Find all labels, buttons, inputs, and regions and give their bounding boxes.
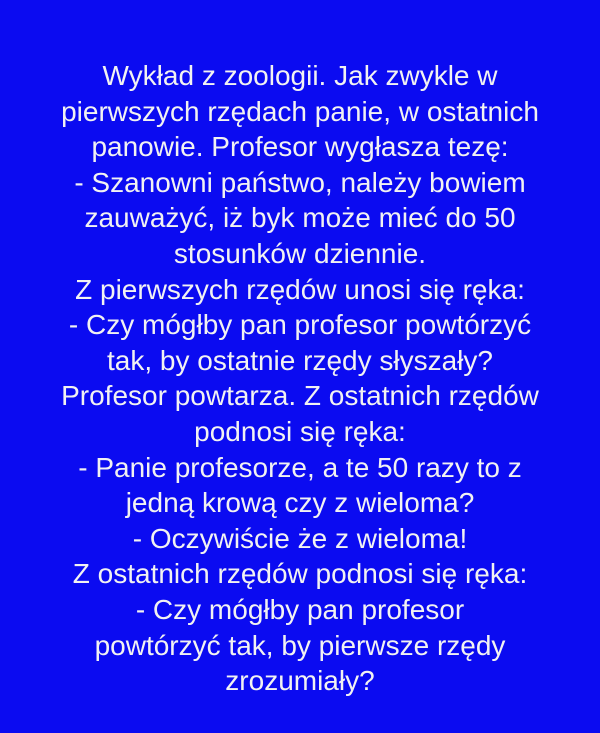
joke-line: - Szanowni państwo, należy bowiem bbox=[74, 166, 526, 198]
joke-line: panowie. Profesor wygłasza tezę: bbox=[91, 131, 509, 163]
joke-line: - Panie profesorze, a te 50 razy to z bbox=[78, 451, 522, 483]
joke-line: powtórzyć tak, by pierwsze rzędy bbox=[94, 629, 506, 661]
joke-line: Z ostatnich rzędów podnosi się ręka: bbox=[72, 558, 528, 590]
joke-line: zauważyć, iż byk może mieć do 50 bbox=[84, 202, 516, 234]
joke-line: stosunków dziennie. bbox=[173, 237, 427, 269]
joke-line: zrozumiały? bbox=[225, 665, 375, 697]
joke-line: - Czy mógłby pan profesor powtórzyć bbox=[68, 309, 532, 341]
joke-line: podnosi się ręka: bbox=[194, 415, 406, 447]
joke-line: - Czy mógłby pan profesor bbox=[135, 593, 465, 625]
joke-line: pierwszych rzędach panie, w ostatnich bbox=[61, 95, 539, 127]
joke-line: jedną krową czy z wieloma? bbox=[125, 487, 475, 519]
joke-line: Z pierwszych rzędów unosi się ręka: bbox=[75, 273, 525, 305]
joke-line: Wykład z zoologii. Jak zwykle w bbox=[102, 60, 498, 91]
joke-line: Profesor powtarza. Z ostatnich rzędów bbox=[61, 380, 539, 412]
joke-line: - Oczywiście że z wieloma! bbox=[132, 522, 468, 554]
joke-line: tak, by ostatnie rzędy słyszały? bbox=[107, 344, 493, 376]
